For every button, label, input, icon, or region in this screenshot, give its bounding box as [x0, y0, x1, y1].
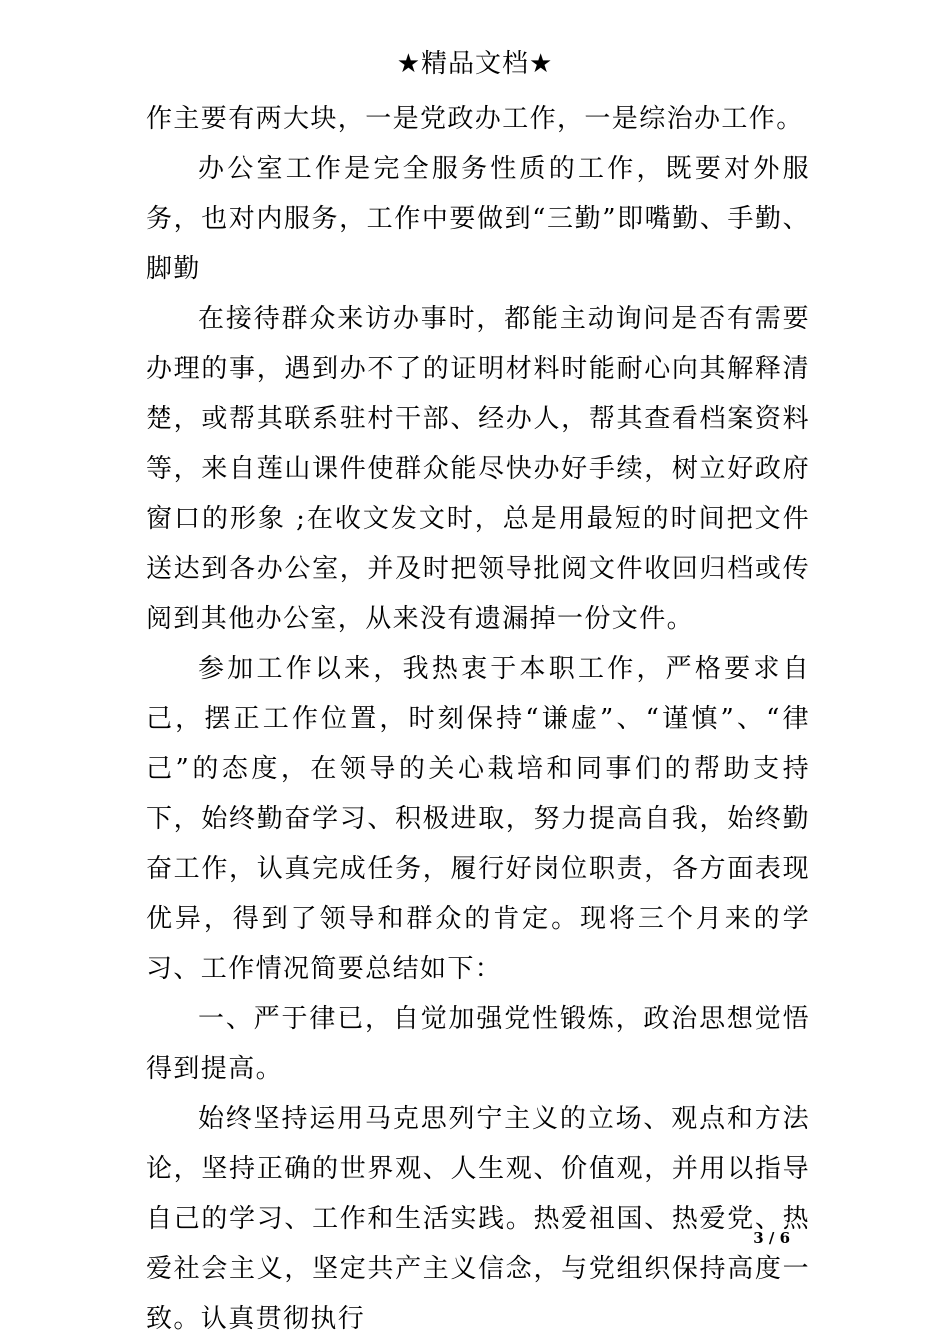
- document-header-title: ★精品文档★: [396, 49, 554, 79]
- paragraph: 在接待群众来访办事时，都能主动询问是否有需要办理的事，遇到办不了的证明材料时能耐心向其解释清楚，或帮其联系驻村干部、经办人，帮其查看档案资料等，来自莲山课件使群众能尽快办好手续，树立好政府窗口的形象 ;在收文发文时，总是用最短的时间把文件送达到各办公室，并及时把领导批阅文件收回归档或传阅到其他办公室，从来没有遗漏掉一份文件。: [146, 304, 810, 634]
- section-heading: 一、严于律已，自觉加强党性锻炼，政治思想觉悟得到提高。: [146, 1004, 810, 1084]
- paragraph-continuation: 作主要有两大块，一是党政办工作，一是综治办工作。: [146, 104, 804, 134]
- page-number: 3 / 6: [753, 1229, 790, 1247]
- paragraph: 办公室工作是完全服务性质的工作，既要对外服务，也对内服务，工作中要做到“三勤”即嘴勤、手勤、脚勤: [146, 154, 810, 284]
- paragraph: 参加工作以来，我热衷于本职工作，严格要求自己，摆正工作位置，时刻保持“谦虚”、“谨慎”、“律己”的态度，在领导的关心栽培和同事们的帮助支持下，始终勤奋学习、积极进取，努力提高自我，始终勤奋工作，认真完成任务，履行好岗位职责，各方面表现优异，得到了领导和群众的肯定。现将三个月来的学习、工作情况简要总结如下：: [146, 654, 810, 984]
- document-body: [146, 94, 810, 1344]
- paragraph: 始终坚持运用马克思列宁主义的立场、观点和方法论，坚持正确的世界观、人生观、价值观，并用以指导自己的学习、工作和生活实践。热爱祖国、热爱党、热爱社会主义，坚定共产主义信念，与党组织保持高度一致。认真贯彻执行: [146, 1104, 810, 1334]
